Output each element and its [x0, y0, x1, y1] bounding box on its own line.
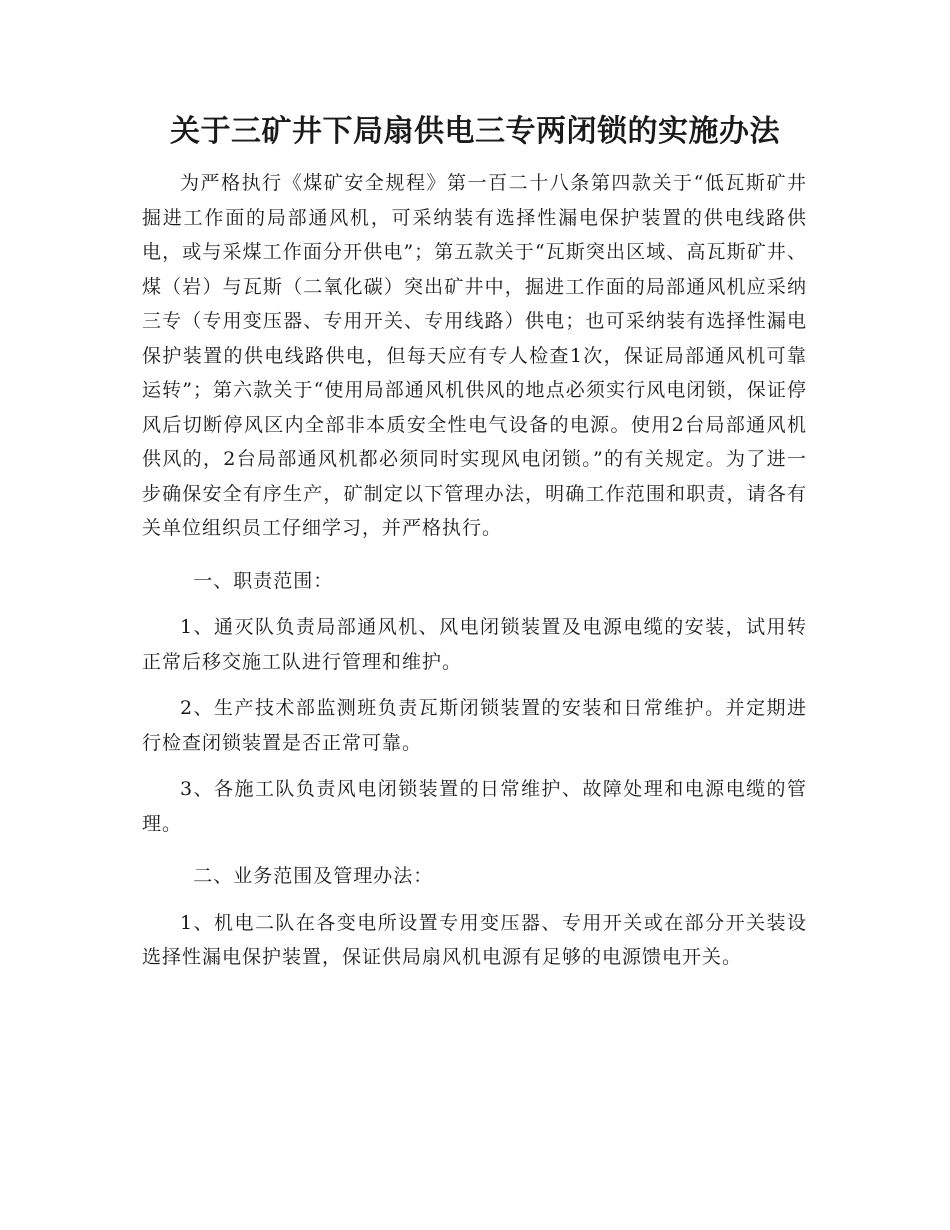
list-item: 1、机电二队在各变电所设置专用变压器、专用开关或在部分开关装设选择性漏电保护装置，保证供局扇风机电源有足够的电源馈电开关。 [142, 911, 807, 968]
list-item: 1、通灭队负责局部通风机、风电闭锁装置及电源电缆的安装，试用转正常后移交施工队进行管理和维护。 [142, 616, 807, 673]
intro-paragraph: 为严格执行《煤矿安全规程》第一百二十八条第四款关于“低瓦斯矿井掘进工作面的局部通风机，可采纳装有选择性漏电保护装置的供电线路供电，或与采煤工作面分开供电”；第五款关于“瓦斯突出区域、高瓦斯矿井、煤（岩）与瓦斯（二氧化碳）突出矿井中，掘进工作面的局部通风机应采纳三专（专用变压器、专用开关、专用线路）供电；也可采纳装有选择性漏电保护装置的供电线路供电，但每天应有专人检查1次，保证局部通风机可靠运转”；第六款关于“使用局部通风机供风的地点必须实行风电闭锁，保证停风后切断停风区内全部非本质安全性电气设备的电源。使用2台局部通风机供风的，2台局部通风机都必须同时实现风电闭锁。”的有关规定。为了进一步确保安全有序生产，矿制定以下管理办法，明确工作范围和职责，请各有关单位组织员工仔细学习，并严格执行。 [142, 172, 807, 539]
section-heading-business-scope: 二、业务范围及管理办法： [193, 865, 434, 887]
document-title: 关于三矿井下局扇供电三专两闭锁的实施办法 [170, 114, 780, 149]
section-heading-responsibilities: 一、职责范围： [193, 569, 334, 592]
document-body [142, 166, 807, 975]
list-item: 3、各施工队负责风电闭锁装置的日常维护、故障处理和电源电缆的管理。 [142, 778, 807, 835]
list-item: 2、生产技术部监测班负责瓦斯闭锁装置的安装和日常维护。并定期进行检查闭锁装置是否正常可靠。 [142, 697, 807, 754]
